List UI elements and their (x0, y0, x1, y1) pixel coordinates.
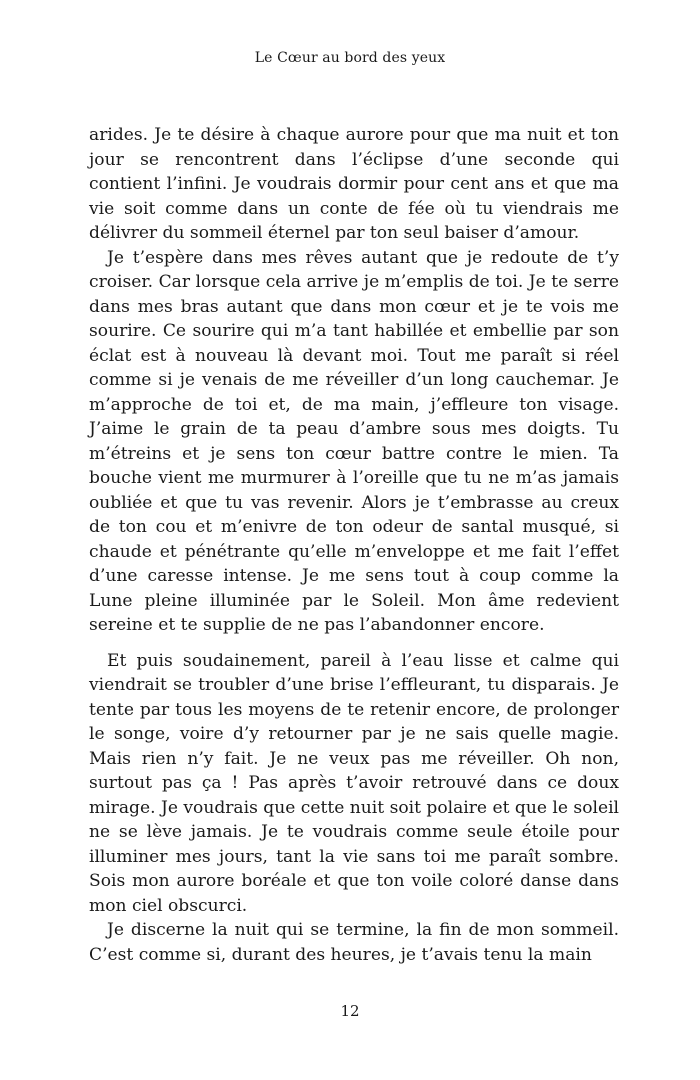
running-header: Le Cœur au bord des yeux (254, 50, 446, 66)
paragraph: Je discerne la nuit qui se termine, la fin de mon sommeil. C’est comme si, durant des heures, je t’avais tenu la main (89, 920, 619, 965)
paragraph-continued: arides. Je te désire à chaque aurore pour que ma nuit et ton jour se rencontrent dans l’éclipse d’une seconde qui contient l’infini. Je voudrais dormir pour cent ans et que ma vie soit comme dans un conte de fée où tu viendrais me délivrer du sommeil éternel par ton seul baiser d’amour. (89, 125, 619, 243)
body-text (89, 123, 619, 967)
paragraph: Et puis soudainement, pareil à l’eau lisse et calme qui viendrait se troubler d’une brise l’effleurant, tu disparais. Je tente par tous les moyens de te retenir encore, de prolonger le songe, voire d’y retourner par je ne sais quelle magie. Mais rien n’y fait. Je ne veux pas me réveiller. Oh non, surtout pas ça ! Pas après t’avoir retrouvé dans ce doux mirage. Je voudrais que cette nuit soit polaire et que le soleil ne se lève jamais. Je te voudrais comme seule étoile pour illuminer mes jours, tant la vie sans toi me paraît sombre. Sois mon aurore boréale et que ton voile coloré danse dans mon ciel obscurci. (89, 650, 619, 916)
page-number: 12 (340, 1002, 360, 1020)
paragraph: Je t’espère dans mes rêves autant que je redoute de t’y croiser. Car lorsque cela arrive je m’emplis de toi. Je te serre dans mes bras autant que dans mon cœur et je te vois me sourire. Ce sourire qui m’a tant habillée et embellie par son éclat est à nouveau là devant moi. Tout me paraît si réel comme si je venais de me réveiller d’un long cauchemar. Je m’approche de toi et, de ma main, j’effleure ton visage. J’aime le grain de ta peau d’ambre sous mes doigts. Tu m’étreins et je sens ton cœur battre contre le mien. Ta bouche vient me murmurer à l’oreille que tu ne m’as jamais oubliée et que tu vas revenir. Alors je t’embrasse au creux de ton cou et m’enivre de ton odeur de santal musqué, si chaude et pénétrante qu’elle m’enveloppe et me fait l’effet d’une caresse intense. Je me sens tout à coup comme la Lune pleine illuminée par le Soleil. Mon âme redevient sereine et te supplie de ne pas l’abandonner encore. (89, 247, 619, 635)
